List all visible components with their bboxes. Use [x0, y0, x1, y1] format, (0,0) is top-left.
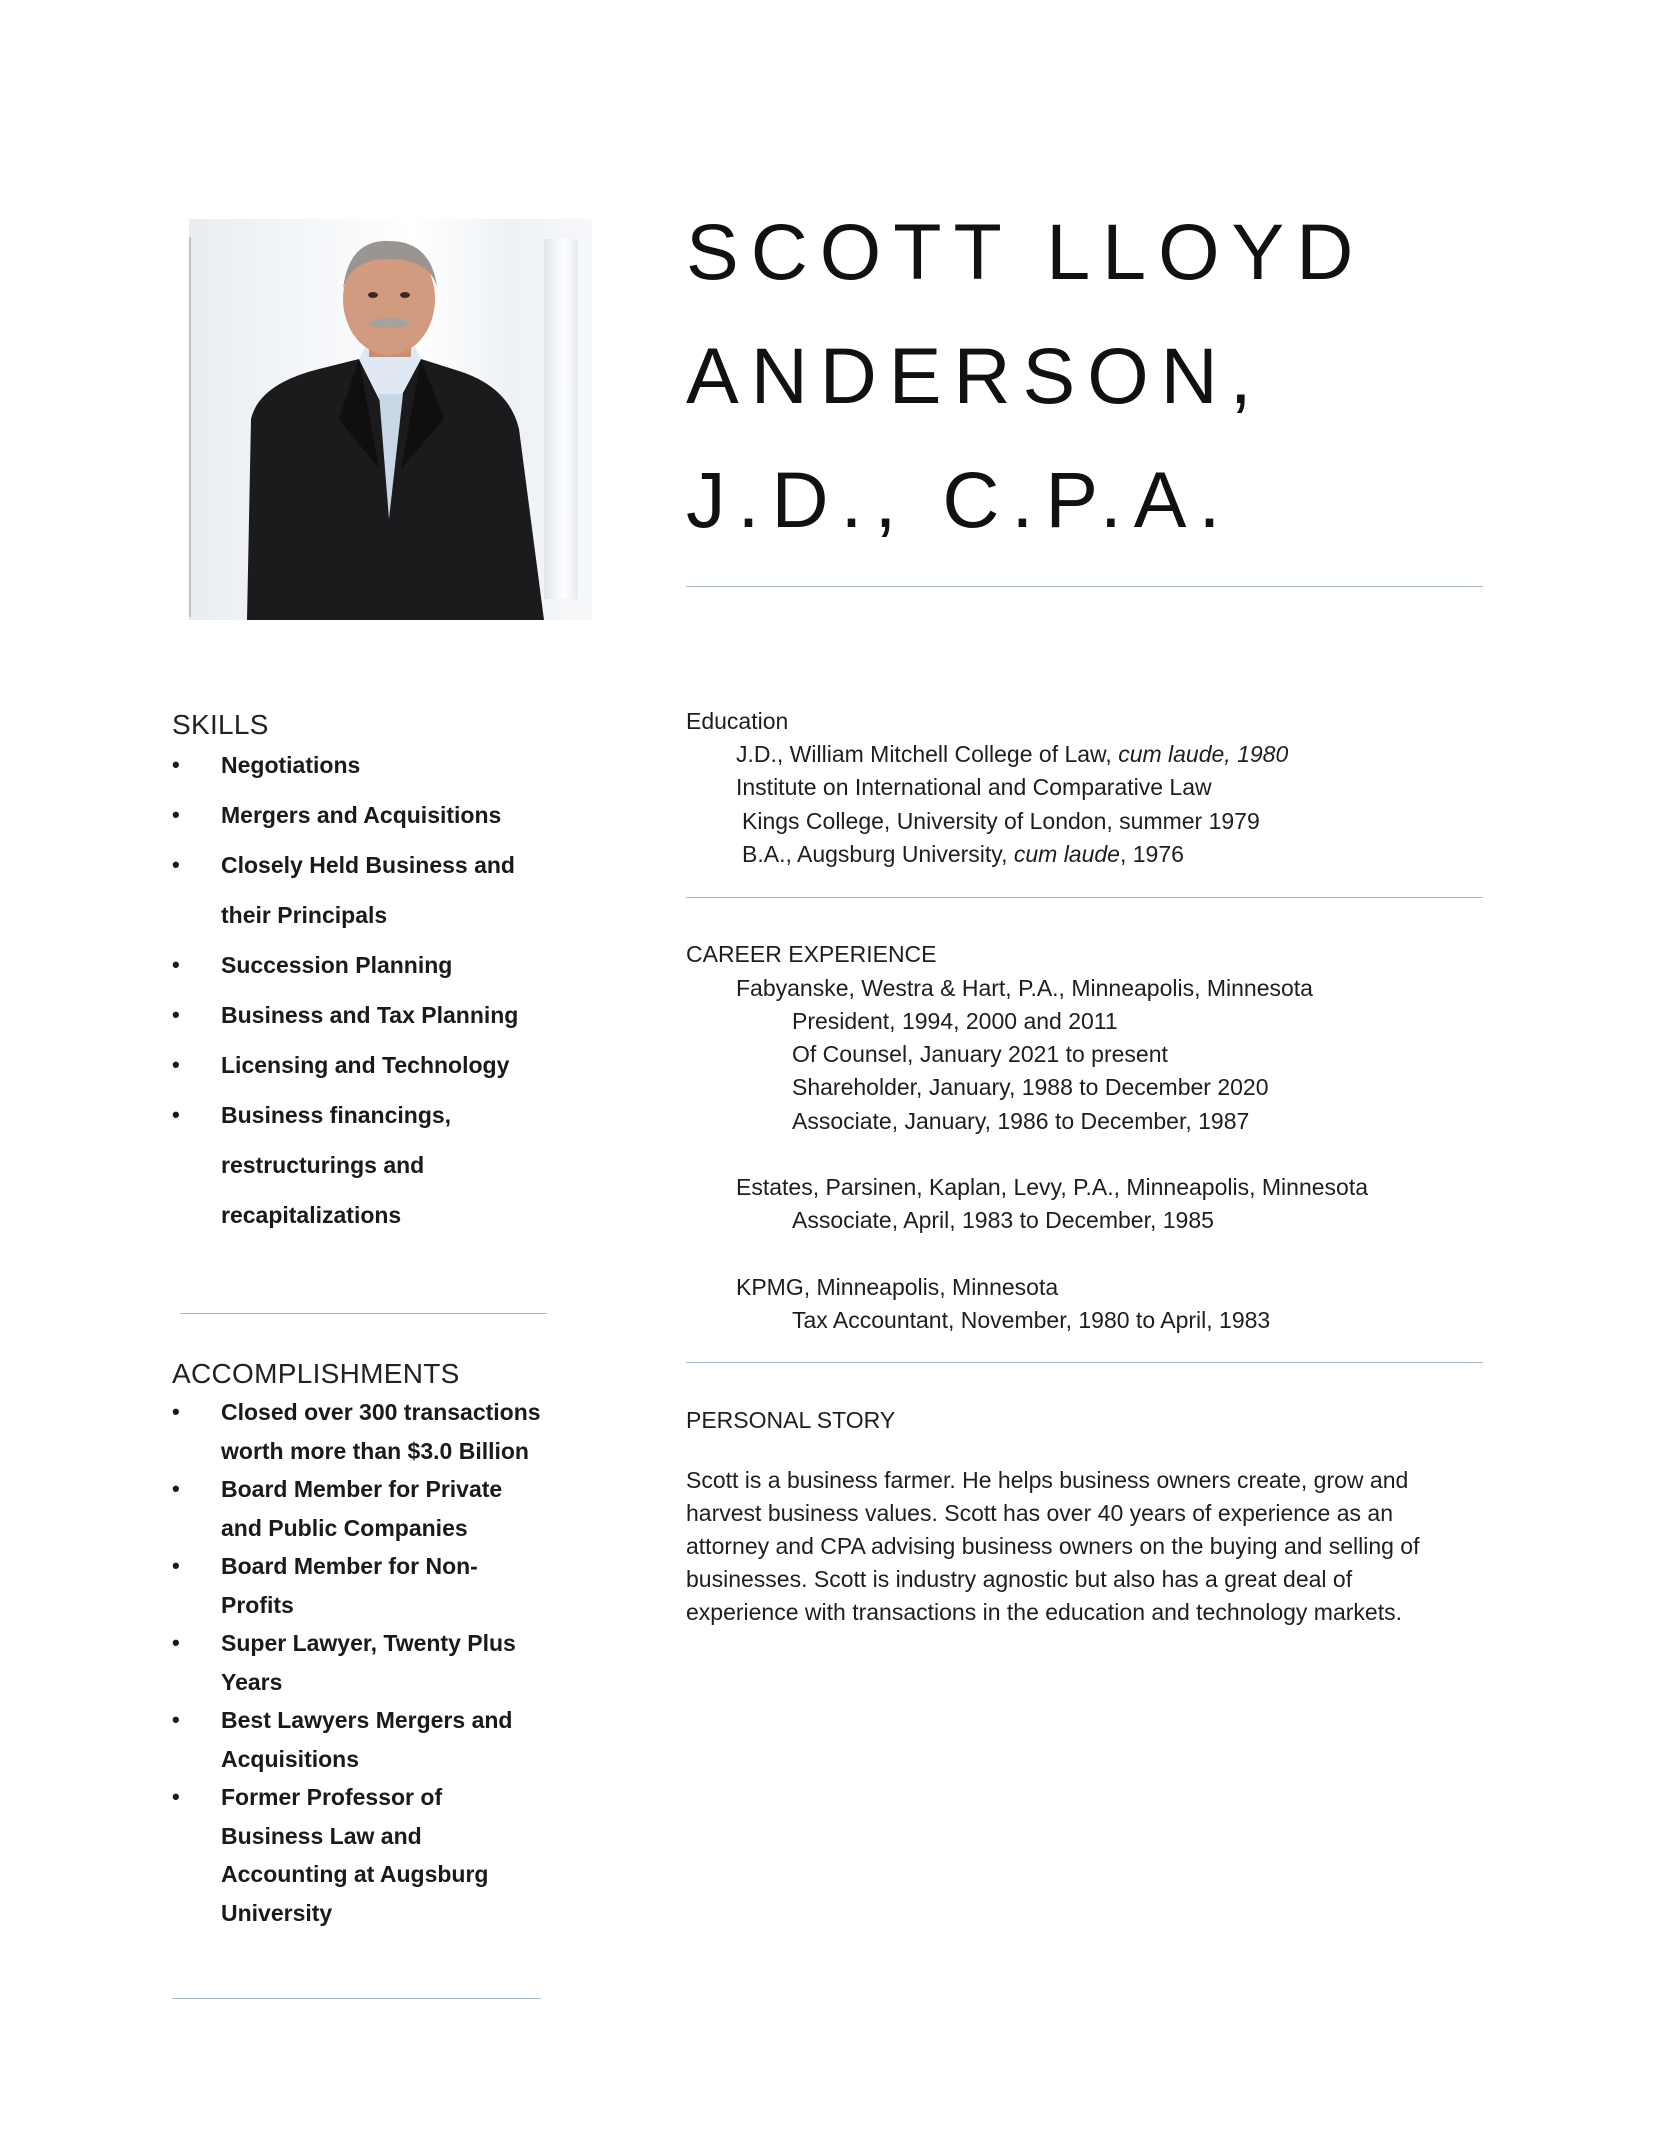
career-role: Tax Accountant, November, 1980 to April, 1983	[792, 1307, 1271, 1333]
career-role: President, 1994, 2000 and 2011	[792, 1008, 1118, 1034]
story-line: businesses. Scott is industry agnostic but also has a great deal of	[686, 1566, 1353, 1592]
story-line: harvest business values. Scott has over 40 years of experience as an	[686, 1500, 1394, 1526]
education-jd: J.D., William Mitchell College of Law, cum laude, 1980	[736, 741, 1289, 767]
accomplishments-divider	[172, 1998, 541, 1999]
career-firm-3: KPMG, Minneapolis, Minnesota	[736, 1274, 1059, 1300]
name-line-3: J.D., C.P.A.	[686, 455, 1233, 544]
list-item: • Licensing and Technology	[172, 1040, 572, 1090]
story-line: experience with transactions in the education and technology markets.	[686, 1599, 1402, 1625]
bullet-icon: •	[172, 1707, 180, 1732]
career-role: Of Counsel, January 2021 to present	[792, 1041, 1168, 1067]
bullet-icon: •	[172, 1630, 180, 1655]
list-item: • Business and Tax Planning	[172, 990, 572, 1040]
skills-list	[172, 740, 572, 1240]
list-item: • Business financings, restructurings and recapitalizations	[172, 1090, 572, 1240]
bullet-icon: •	[172, 1553, 180, 1578]
career-firm-2: Estates, Parsinen, Kaplan, Levy, P.A., Minneapolis, Minnesota	[736, 1174, 1369, 1200]
education-institute: Institute on International and Comparative Law	[736, 774, 1212, 800]
bullet-icon: •	[172, 1052, 180, 1077]
list-item: • Board Member for Private and Public Companies	[172, 1470, 592, 1547]
name-line-1: SCOTT LLOYD	[686, 207, 1366, 296]
career-role: Associate, January, 1986 to December, 1987	[792, 1108, 1250, 1134]
bullet-icon: •	[172, 752, 180, 777]
bullet-icon: •	[172, 1102, 180, 1127]
bullet-icon: •	[172, 1002, 180, 1027]
personal-story-text	[686, 1464, 1501, 1629]
career-divider	[686, 1362, 1483, 1363]
list-item: • Former Professor of Business Law and Accounting at Augsburg University	[172, 1778, 592, 1932]
bullet-icon: •	[172, 952, 180, 977]
bullet-icon: •	[172, 1784, 180, 1809]
story-line: attorney and CPA advising business owners on the buying and selling of	[686, 1533, 1420, 1559]
career-firm-1: Fabyanske, Westra & Hart, P.A., Minneapolis, Minnesota	[736, 975, 1313, 1001]
career-role: Shareholder, January, 1988 to December 2020	[792, 1074, 1269, 1100]
education-title: Education	[686, 708, 789, 734]
name-divider	[686, 586, 1483, 587]
list-item: • Succession Planning	[172, 940, 572, 990]
bullet-icon: •	[172, 852, 180, 877]
skills-divider	[180, 1313, 547, 1314]
list-item: • Best Lawyers Mergers and Acquisitions	[172, 1701, 592, 1778]
story-line: Scott is a business farmer. He helps business owners create, grow and	[686, 1467, 1409, 1493]
bullet-icon: •	[172, 802, 180, 827]
career-role: Associate, April, 1983 to December, 1985	[792, 1207, 1214, 1233]
list-item: • Negotiations	[172, 740, 572, 790]
accomplishments-list	[172, 1393, 592, 1932]
personal-story-title: PERSONAL STORY	[686, 1407, 896, 1433]
list-item: • Mergers and Acquisitions	[172, 790, 572, 840]
bullet-icon: •	[172, 1399, 180, 1424]
person-name	[686, 190, 1506, 562]
bullet-icon: •	[172, 1476, 180, 1501]
career-title: CAREER EXPERIENCE	[686, 941, 937, 967]
person-portrait	[189, 219, 592, 620]
profile-photo	[189, 219, 592, 620]
education-kings: Kings College, University of London, summer 1979	[742, 808, 1260, 834]
name-line-2: ANDERSON,	[686, 331, 1264, 420]
skills-title: SKILLS	[172, 709, 269, 740]
list-item: • Closely Held Business and their Principals	[172, 840, 572, 940]
accomplishments-title: ACCOMPLISHMENTS	[172, 1358, 460, 1389]
list-item: • Super Lawyer, Twenty Plus Years	[172, 1624, 592, 1701]
list-item: • Board Member for Non- Profits	[172, 1547, 592, 1624]
list-item: • Closed over 300 transactions worth more than $3.0 Billion	[172, 1393, 592, 1470]
education-divider	[686, 897, 1483, 898]
education-ba: B.A., Augsburg University, cum laude, 1976	[742, 841, 1184, 867]
